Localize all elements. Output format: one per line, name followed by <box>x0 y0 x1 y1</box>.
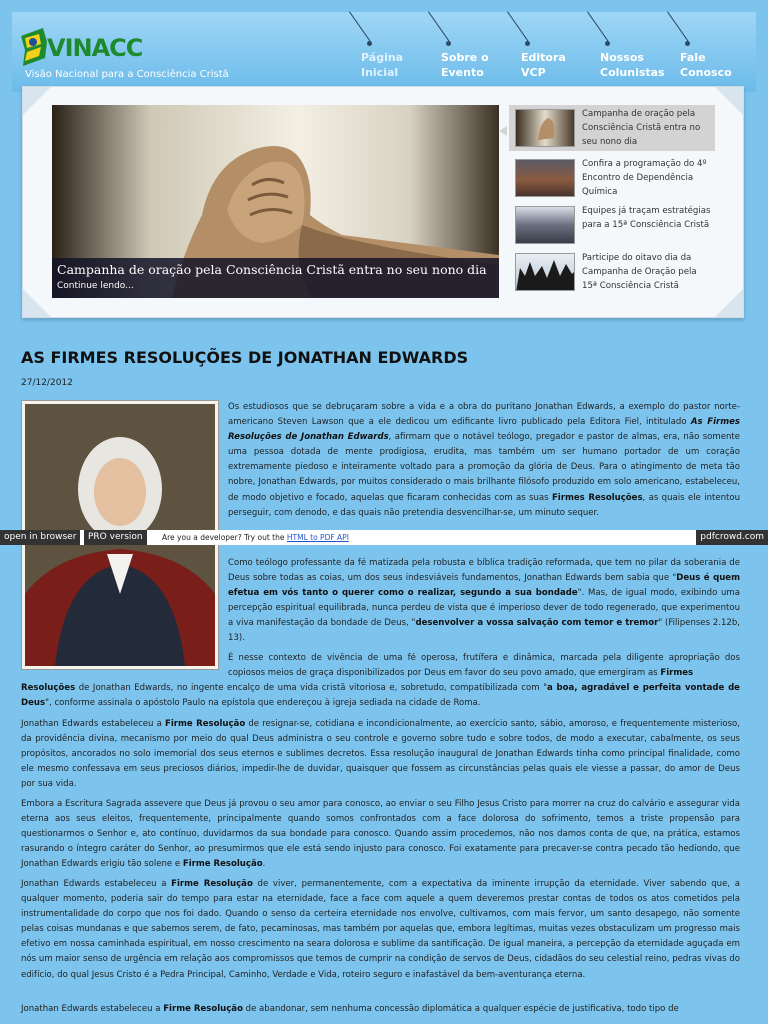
nav-decor-dot <box>525 41 530 46</box>
slider-corner <box>715 87 743 115</box>
article-paragraph: Jonathan Edwards estabeleceu a Firme Resolução de abandonar, sem nenhuma concessão diplomática a qualquer espécie de justificativa, todo tipo de <box>21 1004 679 1014</box>
nav-label: Editora <box>521 51 566 64</box>
article-title: AS FIRMES RESOLUÇÕES DE JONATHAN EDWARDS <box>21 348 469 367</box>
nav-item-about[interactable] <box>441 50 511 80</box>
active-thumb-pointer <box>499 126 507 136</box>
nav-item-home[interactable] <box>361 50 431 80</box>
nav-item-publisher[interactable] <box>521 50 591 80</box>
article-paragraph: Os estudiosos que se debruçaram sobre a vida e a obra do puritano Jonathan Edwards, a exemplo do pastor norte-americano Steven Lawson que a ele dedicou um edificante livro publicado pela Editora Fiel, intitulado As Firmes Resoluções de Jonathan Edwards, afirmam que o notável teólogo, pregador e pastor de almas, era, não somente uma pessoa dotada de mente prodigiosa, erudita, mas também um ser humano portador de um coração extremamente piedoso e inteiramente voltado para a promoção da glória de Deus. Para o atingimento de meta tão nobre, Jonathan Edwards, por muitos considerado o mais brilhante filósofo produzido em solo americano, estabeleceu, de modo objetivo e focado, aquelas que ficaram conhecidas com as suas Firmes Resoluções, as quais ele intentou perseguir, com denodo, e das quais não pretendia desvencilhar-se, um minuto sequer. <box>228 402 741 518</box>
nav-decor-line <box>428 11 449 41</box>
continue-reading-link[interactable]: Continue lendo... <box>57 281 134 291</box>
site-header <box>12 12 756 92</box>
nav-item-columnists[interactable] <box>600 50 670 80</box>
logo-text: VINACC <box>47 34 143 62</box>
html-to-pdf-api-link[interactable]: HTML to PDF API <box>286 533 349 542</box>
pdfcrowd-brand-link[interactable]: pdfcrowd.com <box>696 530 768 545</box>
raised-hands-photo-icon <box>515 253 575 291</box>
pro-version-button[interactable]: PRO version <box>84 530 147 545</box>
nav-label: Inicial <box>361 66 399 79</box>
thumb-item[interactable] <box>509 105 715 151</box>
pdfcrowd-bar <box>0 530 768 545</box>
audience-photo-icon <box>515 159 575 197</box>
nav-decor-line <box>507 11 528 41</box>
nav-decor-dot <box>685 41 690 46</box>
nav-decor-dot <box>605 41 610 46</box>
nav-label: VCP <box>521 66 546 79</box>
nav-decor-line <box>349 11 370 41</box>
thumb-item[interactable] <box>509 249 715 295</box>
thumb-text: Participe do oitavo dia da Campanha de Oração pela 15ª Consciência Cristã <box>582 253 697 291</box>
featured-slider <box>22 86 744 318</box>
site-tagline: Visão Nacional para a Consciência Cristã <box>25 69 229 80</box>
article-paragraph: É nesse contexto de vivência de uma fé operosa, frutífera e dinâmica, marcada pela diligente apropriação dos copiosos meios de graça disponibilizados por Deus em favor do seu povo amado, que emergiram as Firmes <box>228 653 740 679</box>
slider-thumbnails <box>509 105 715 300</box>
nav-decor-dot <box>446 41 451 46</box>
nav-label: Fale <box>680 51 706 64</box>
nav-label: Sobre o <box>441 51 489 64</box>
praying-hands-photo-icon <box>515 109 575 147</box>
article-paragraph: Resoluções de Jonathan Edwards, no ingente encalço de uma vida cristã vitoriosa e, sobretudo, compatibilizada com "a boa, agradável e perfeita vontade de Deus", conforme assinala o apóstolo Paulo na epístola que endereçou à igreja sediada na cidade de Roma. <box>21 683 740 709</box>
main-nav <box>12 12 756 92</box>
thumb-text: Campanha de oração pela Consciência Cristã entra no seu nono dia <box>582 109 701 147</box>
article-paragraph: Como teólogo professante da fé matizada pela robusta e bíblica tradição reformada, que tem no pilar da soberania de Deus sobre todas as coias, um dos seus indesviáveis fundamentos, Jonathan Edwards bem sabia que "Deus é quem efetua em vós tanto o querer como o realizar, segundo a sua bondade". Mas, de igual modo, exibindo uma percepção espiritual equilibrada, nunca perdeu de vista que é imperioso dever de todo regenerado, que experimentou a viva manifestação da bondade de Deus, "desenvolver a vossa salvação com temor e tremor" (Filipenses 2.12b, 13). <box>228 558 740 644</box>
article-date: 27/12/2012 <box>21 378 73 388</box>
main-slide-image[interactable] <box>52 105 499 298</box>
article-paragraph: Jonathan Edwards estabeleceu a Firme Resolução de viver, permanentemente, com a expectativa da iminente irrupção da eternidade. Viver sabendo que, a qualquer momento, poderia sair do tempo para estar na eternidade, face a face com aquele a quem deveremos prestar contas de todos os atos cometidos pela instrumentalidade do corpo que nos foi dado. Quando o senso da certeira eternidade nos envolve, cultivamos, com mais fervor, um santo desapego, não somente pelas coisas mundanas e que sabemos serem, de fato, pecaminosas, mas também por aquelas que, embora legítimas, muitas vezes obstaculizam um progresso mais efetivo em nossa caminhada espiritual, em nosso crescimento na seara dolorosa e sublime da santificação. De igual maneira, a percepção da eternidade aguçada em nós um maior senso de urgência em relação aos compromissos que temos de cumprir na condição de servos de Deus, cidadãos do seu celestial reino, pedras vivas do edifício, do qual Jesus Cristo é a Pedra Principal, Caminho, Verdade e Vida, roteiro seguro e inafastável da bem-aventurança eterna. <box>21 879 740 980</box>
developer-promo <box>162 530 349 545</box>
nav-label: Colunistas <box>600 66 665 79</box>
nav-decor-line <box>587 11 608 41</box>
thumb-item[interactable] <box>509 202 715 248</box>
nav-label: Nossos <box>600 51 644 64</box>
thumb-item[interactable] <box>509 155 715 201</box>
thumb-text: Equipes já traçam estratégias para a 15ª Consciência Cristã <box>582 206 711 230</box>
slider-corner <box>715 289 743 317</box>
article-paragraph: Jonathan Edwards estabeleceu a Firme Resolução de resignar-se, cotidiana e incondicionalmente, ao exercício santo, sábio, amoroso, e frequentemente misterioso, da providência divina, mecanismo por meio do qual Deus administra o seu controle e governo sobre tudo e sobre todos, de modo a executar, cabalmente, os seus propósitos, ancorados no solo imemorial dos seus eternos e sublimes decretos. Essa resolução inaugural de Jonathan Edwards tinha como principal finalidade, como ele mesmo confessava em seus preciosos diários, impedir-lhe de duvidar, quaisquer que fossem as circunstâncias pelas quais ele viesse a passar, do amor de Deus por sua vida. <box>21 719 741 790</box>
open-in-browser-button[interactable]: open in browser <box>0 530 80 545</box>
slider-corner <box>23 87 51 115</box>
thumb-text: Confira a programação do 4º Encontro de Dependência Química <box>582 159 707 197</box>
crowd-photo-icon <box>515 206 575 244</box>
main-slide-title[interactable]: Campanha de oração pela Consciência Cristã entra no seu nono dia <box>57 262 487 277</box>
article-paragraph: Embora a Escritura Sagrada assevere que Deus já provou o seu amor para conosco, ao enviar o seu Filho Jesus Cristo para morrer na cruz do calvário e assegurar vida eterna aos seus eleitos, frequentemente, principalmente quando somos confrontados com a face dolorosa do sofrimento, temos a triste propensão para questionarmos o Senhor e, ato contínuo, duvidarmos da sua bondade para conosco. Quando assim procedemos, não nos damos conta de que, na prática, estamos rasurando o íntegro caráter do Senhor, ao presumirmos que ele está sendo injusto para conosco. Foi exatamente para precaver-se contra pecado tão hediondo, que Jonathan Edwards erigiu tão solene e Firme Resolução. <box>21 799 740 870</box>
nav-label: Página <box>361 51 404 64</box>
nav-label: Evento <box>441 66 484 79</box>
nav-decor-dot <box>367 41 372 46</box>
developer-promo-text: Are you a developer? Try out the <box>162 533 285 542</box>
slider-corner <box>23 289 51 317</box>
main-slide-caption <box>52 258 499 298</box>
nav-decor-line <box>667 11 688 41</box>
nav-item-contact[interactable] <box>680 50 750 80</box>
nav-label: Conosco <box>680 66 732 79</box>
